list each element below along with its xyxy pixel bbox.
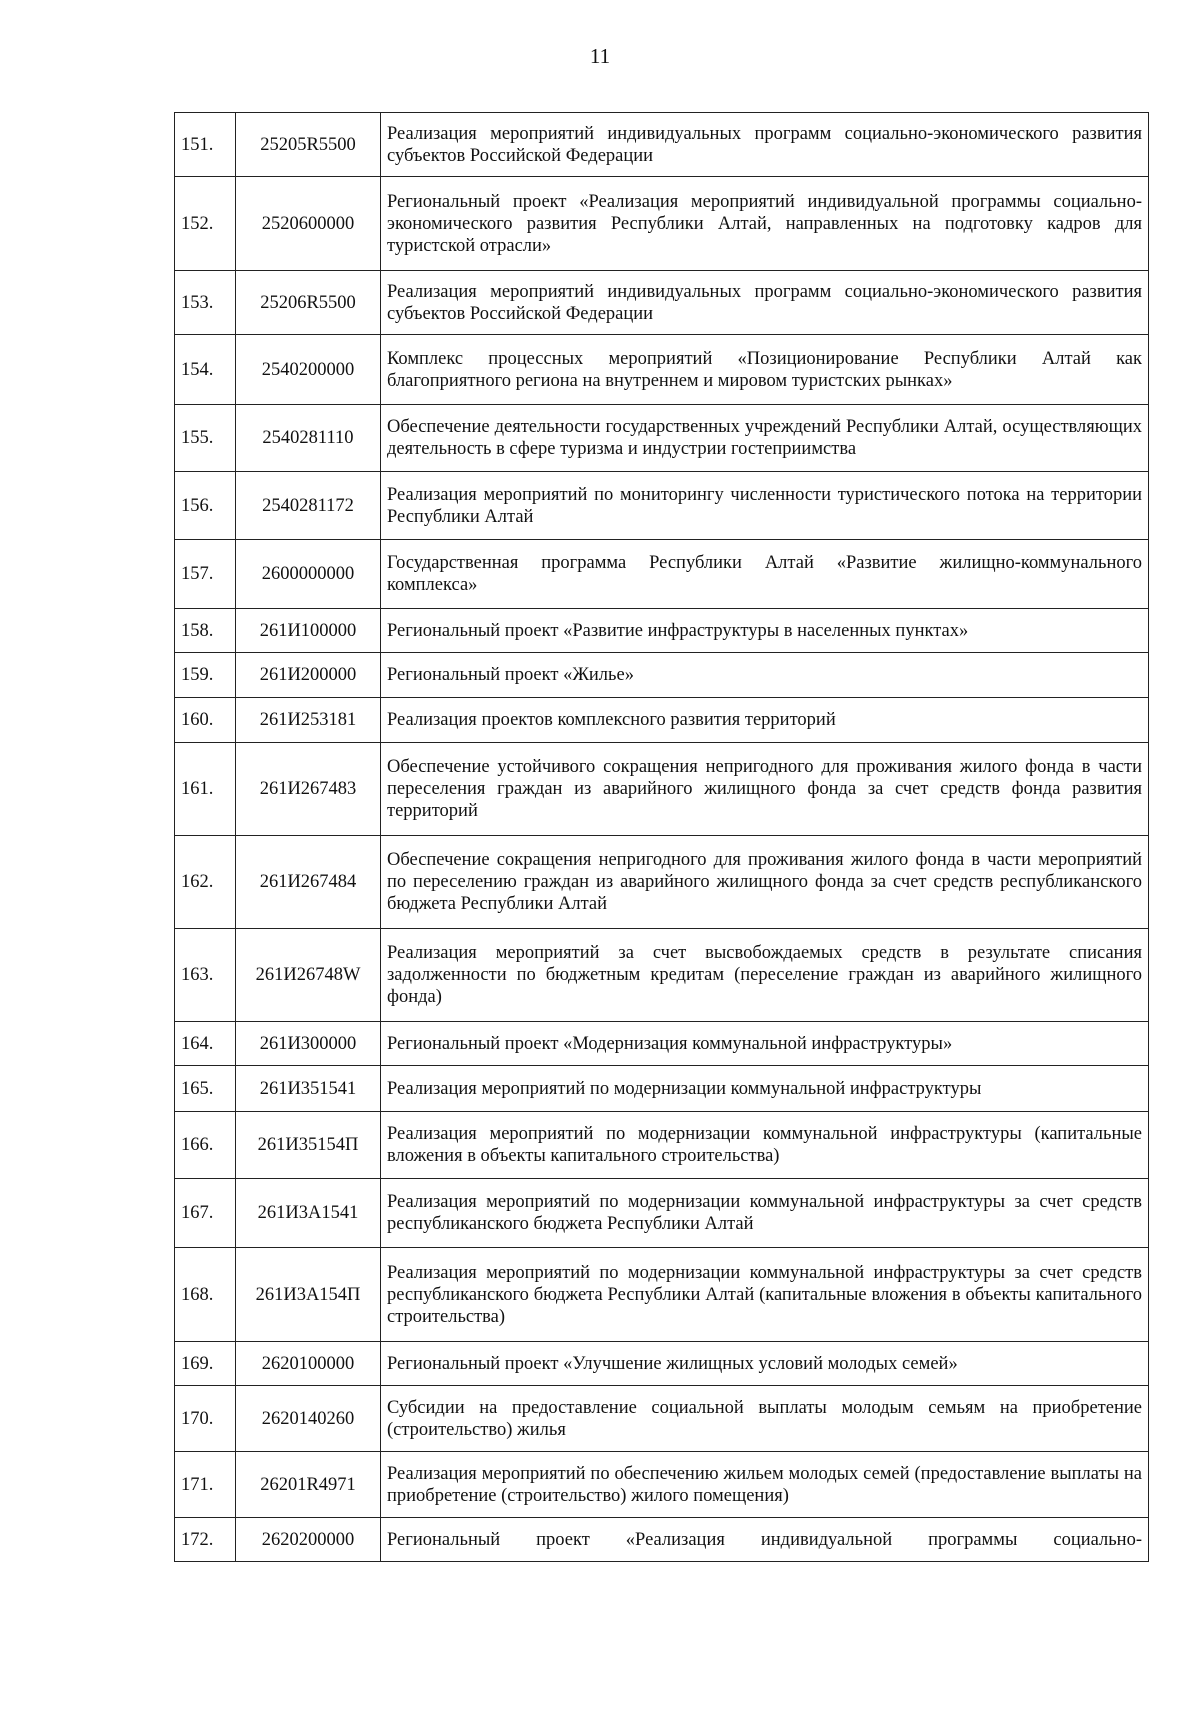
row-code: 261И253181 bbox=[236, 698, 381, 743]
row-code: 261И100000 bbox=[236, 609, 381, 653]
row-number: 154. bbox=[175, 335, 236, 405]
row-description: Обеспечение устойчивого сокращения непригодного для проживания жилого фонда в части переселения граждан из аварийного жилищного фонда за счет средств фонда развития территорий bbox=[381, 743, 1149, 836]
row-description: Реализация мероприятий по модернизации коммунальной инфраструктуры за счет средств республиканского бюджета Республики Алтай bbox=[381, 1179, 1149, 1248]
row-code: 2620100000 bbox=[236, 1342, 381, 1386]
row-description: Реализация мероприятий по мониторингу численности туристического потока на территории Республики Алтай bbox=[381, 472, 1149, 540]
table-row bbox=[175, 113, 1149, 177]
row-description: Реализация мероприятий индивидуальных программ социально-экономического развития субъектов Российской Федерации bbox=[381, 113, 1149, 177]
table-row bbox=[175, 653, 1149, 698]
row-number: 162. bbox=[175, 836, 236, 929]
page-number: 11 bbox=[589, 44, 611, 68]
row-number: 164. bbox=[175, 1022, 236, 1066]
row-number: 156. bbox=[175, 472, 236, 540]
table-row bbox=[175, 1342, 1149, 1386]
row-code: 2540200000 bbox=[236, 335, 381, 405]
row-number: 170. bbox=[175, 1386, 236, 1452]
row-description: Реализация мероприятий по обеспечению жильем молодых семей (предоставление выплаты на приобретение (строительство) жилого помещения) bbox=[381, 1452, 1149, 1518]
table-row bbox=[175, 1022, 1149, 1066]
table-row bbox=[175, 743, 1149, 836]
row-code: 2520600000 bbox=[236, 177, 381, 271]
row-number: 151. bbox=[175, 113, 236, 177]
row-description: Реализация мероприятий по модернизации коммунальной инфраструктуры bbox=[381, 1066, 1149, 1112]
row-number: 169. bbox=[175, 1342, 236, 1386]
row-description: Субсидии на предоставление социальной выплаты молодым семьям на приобретение (строительство) жилья bbox=[381, 1386, 1149, 1452]
table-row bbox=[175, 271, 1149, 335]
row-code: 261И300000 bbox=[236, 1022, 381, 1066]
row-number: 155. bbox=[175, 405, 236, 472]
row-number: 165. bbox=[175, 1066, 236, 1112]
row-code: 261И351541 bbox=[236, 1066, 381, 1112]
table-row bbox=[175, 698, 1149, 743]
row-code: 25206R5500 bbox=[236, 271, 381, 335]
budget-codes-table bbox=[174, 112, 1149, 1562]
row-number: 158. bbox=[175, 609, 236, 653]
row-number: 152. bbox=[175, 177, 236, 271]
row-number: 167. bbox=[175, 1179, 236, 1248]
row-number: 166. bbox=[175, 1112, 236, 1179]
row-description: Реализация мероприятий за счет высвобождаемых средств в результате списания задолженности по бюджетным кредитам (переселение граждан из аварийного жилищного фонда) bbox=[381, 929, 1149, 1022]
table-row bbox=[175, 1386, 1149, 1452]
row-code: 261И3А1541 bbox=[236, 1179, 381, 1248]
row-code: 26201R4971 bbox=[236, 1452, 381, 1518]
row-code: 2600000000 bbox=[236, 540, 381, 609]
row-description: Региональный проект «Модернизация коммунальной инфраструктуры» bbox=[381, 1022, 1149, 1066]
row-code: 2620200000 bbox=[236, 1518, 381, 1562]
row-description: Реализация мероприятий индивидуальных программ социально-экономического развития субъектов Российской Федерации bbox=[381, 271, 1149, 335]
table-row bbox=[175, 540, 1149, 609]
row-description: Обеспечение сокращения непригодного для проживания жилого фонда в части мероприятий по переселению граждан из аварийного жилищного фонда за счет средств республиканского бюджета Республики Алтай bbox=[381, 836, 1149, 929]
row-description: Государственная программа Республики Алтай «Развитие жилищно-коммунального комплекса» bbox=[381, 540, 1149, 609]
row-code: 261И3А154П bbox=[236, 1248, 381, 1342]
table-row bbox=[175, 1112, 1149, 1179]
row-code: 2620140260 bbox=[236, 1386, 381, 1452]
row-description: Региональный проект «Улучшение жилищных условий молодых семей» bbox=[381, 1342, 1149, 1386]
row-code: 261И35154П bbox=[236, 1112, 381, 1179]
row-description: Обеспечение деятельности государственных учреждений Республики Алтай, осуществляющих деятельность в сфере туризма и индустрии гостеприимства bbox=[381, 405, 1149, 472]
row-number: 153. bbox=[175, 271, 236, 335]
row-description: Региональный проект «Реализация мероприятий индивидуальной программы социально-экономического развития Республики Алтай, направленных на подготовку кадров для туристской отрасли» bbox=[381, 177, 1149, 271]
row-code: 261И267484 bbox=[236, 836, 381, 929]
table-row bbox=[175, 1518, 1149, 1562]
row-description: Реализация мероприятий по модернизации коммунальной инфраструктуры за счет средств республиканского бюджета Республики Алтай (капитальные вложения в объекты капитального строительства) bbox=[381, 1248, 1149, 1342]
row-number: 160. bbox=[175, 698, 236, 743]
row-code: 261И200000 bbox=[236, 653, 381, 698]
row-code: 25205R5500 bbox=[236, 113, 381, 177]
row-code: 2540281110 bbox=[236, 405, 381, 472]
row-description: Реализация проектов комплексного развития территорий bbox=[381, 698, 1149, 743]
table-row bbox=[175, 1248, 1149, 1342]
table-row bbox=[175, 1179, 1149, 1248]
row-number: 171. bbox=[175, 1452, 236, 1518]
row-description: Региональный проект «Реализация индивидуальной программы социально- bbox=[381, 1518, 1149, 1562]
row-description: Региональный проект «Развитие инфраструктуры в населенных пунктах» bbox=[381, 609, 1149, 653]
table-row bbox=[175, 335, 1149, 405]
row-description: Реализация мероприятий по модернизации коммунальной инфраструктуры (капитальные вложения в объекты капитального строительства) bbox=[381, 1112, 1149, 1179]
row-number: 161. bbox=[175, 743, 236, 836]
row-code: 261И26748W bbox=[236, 929, 381, 1022]
row-number: 159. bbox=[175, 653, 236, 698]
table-row bbox=[175, 836, 1149, 929]
row-number: 172. bbox=[175, 1518, 236, 1562]
table-row bbox=[175, 609, 1149, 653]
row-description: Региональный проект «Жилье» bbox=[381, 653, 1149, 698]
row-number: 163. bbox=[175, 929, 236, 1022]
table-row bbox=[175, 929, 1149, 1022]
row-description: Комплекс процессных мероприятий «Позиционирование Республики Алтай как благоприятного региона на внутреннем и мировом туристских рынках» bbox=[381, 335, 1149, 405]
row-code: 2540281172 bbox=[236, 472, 381, 540]
table-row bbox=[175, 405, 1149, 472]
table-row bbox=[175, 1066, 1149, 1112]
row-number: 157. bbox=[175, 540, 236, 609]
table-row bbox=[175, 1452, 1149, 1518]
table-row bbox=[175, 177, 1149, 271]
row-code: 261И267483 bbox=[236, 743, 381, 836]
table-row bbox=[175, 472, 1149, 540]
row-number: 168. bbox=[175, 1248, 236, 1342]
